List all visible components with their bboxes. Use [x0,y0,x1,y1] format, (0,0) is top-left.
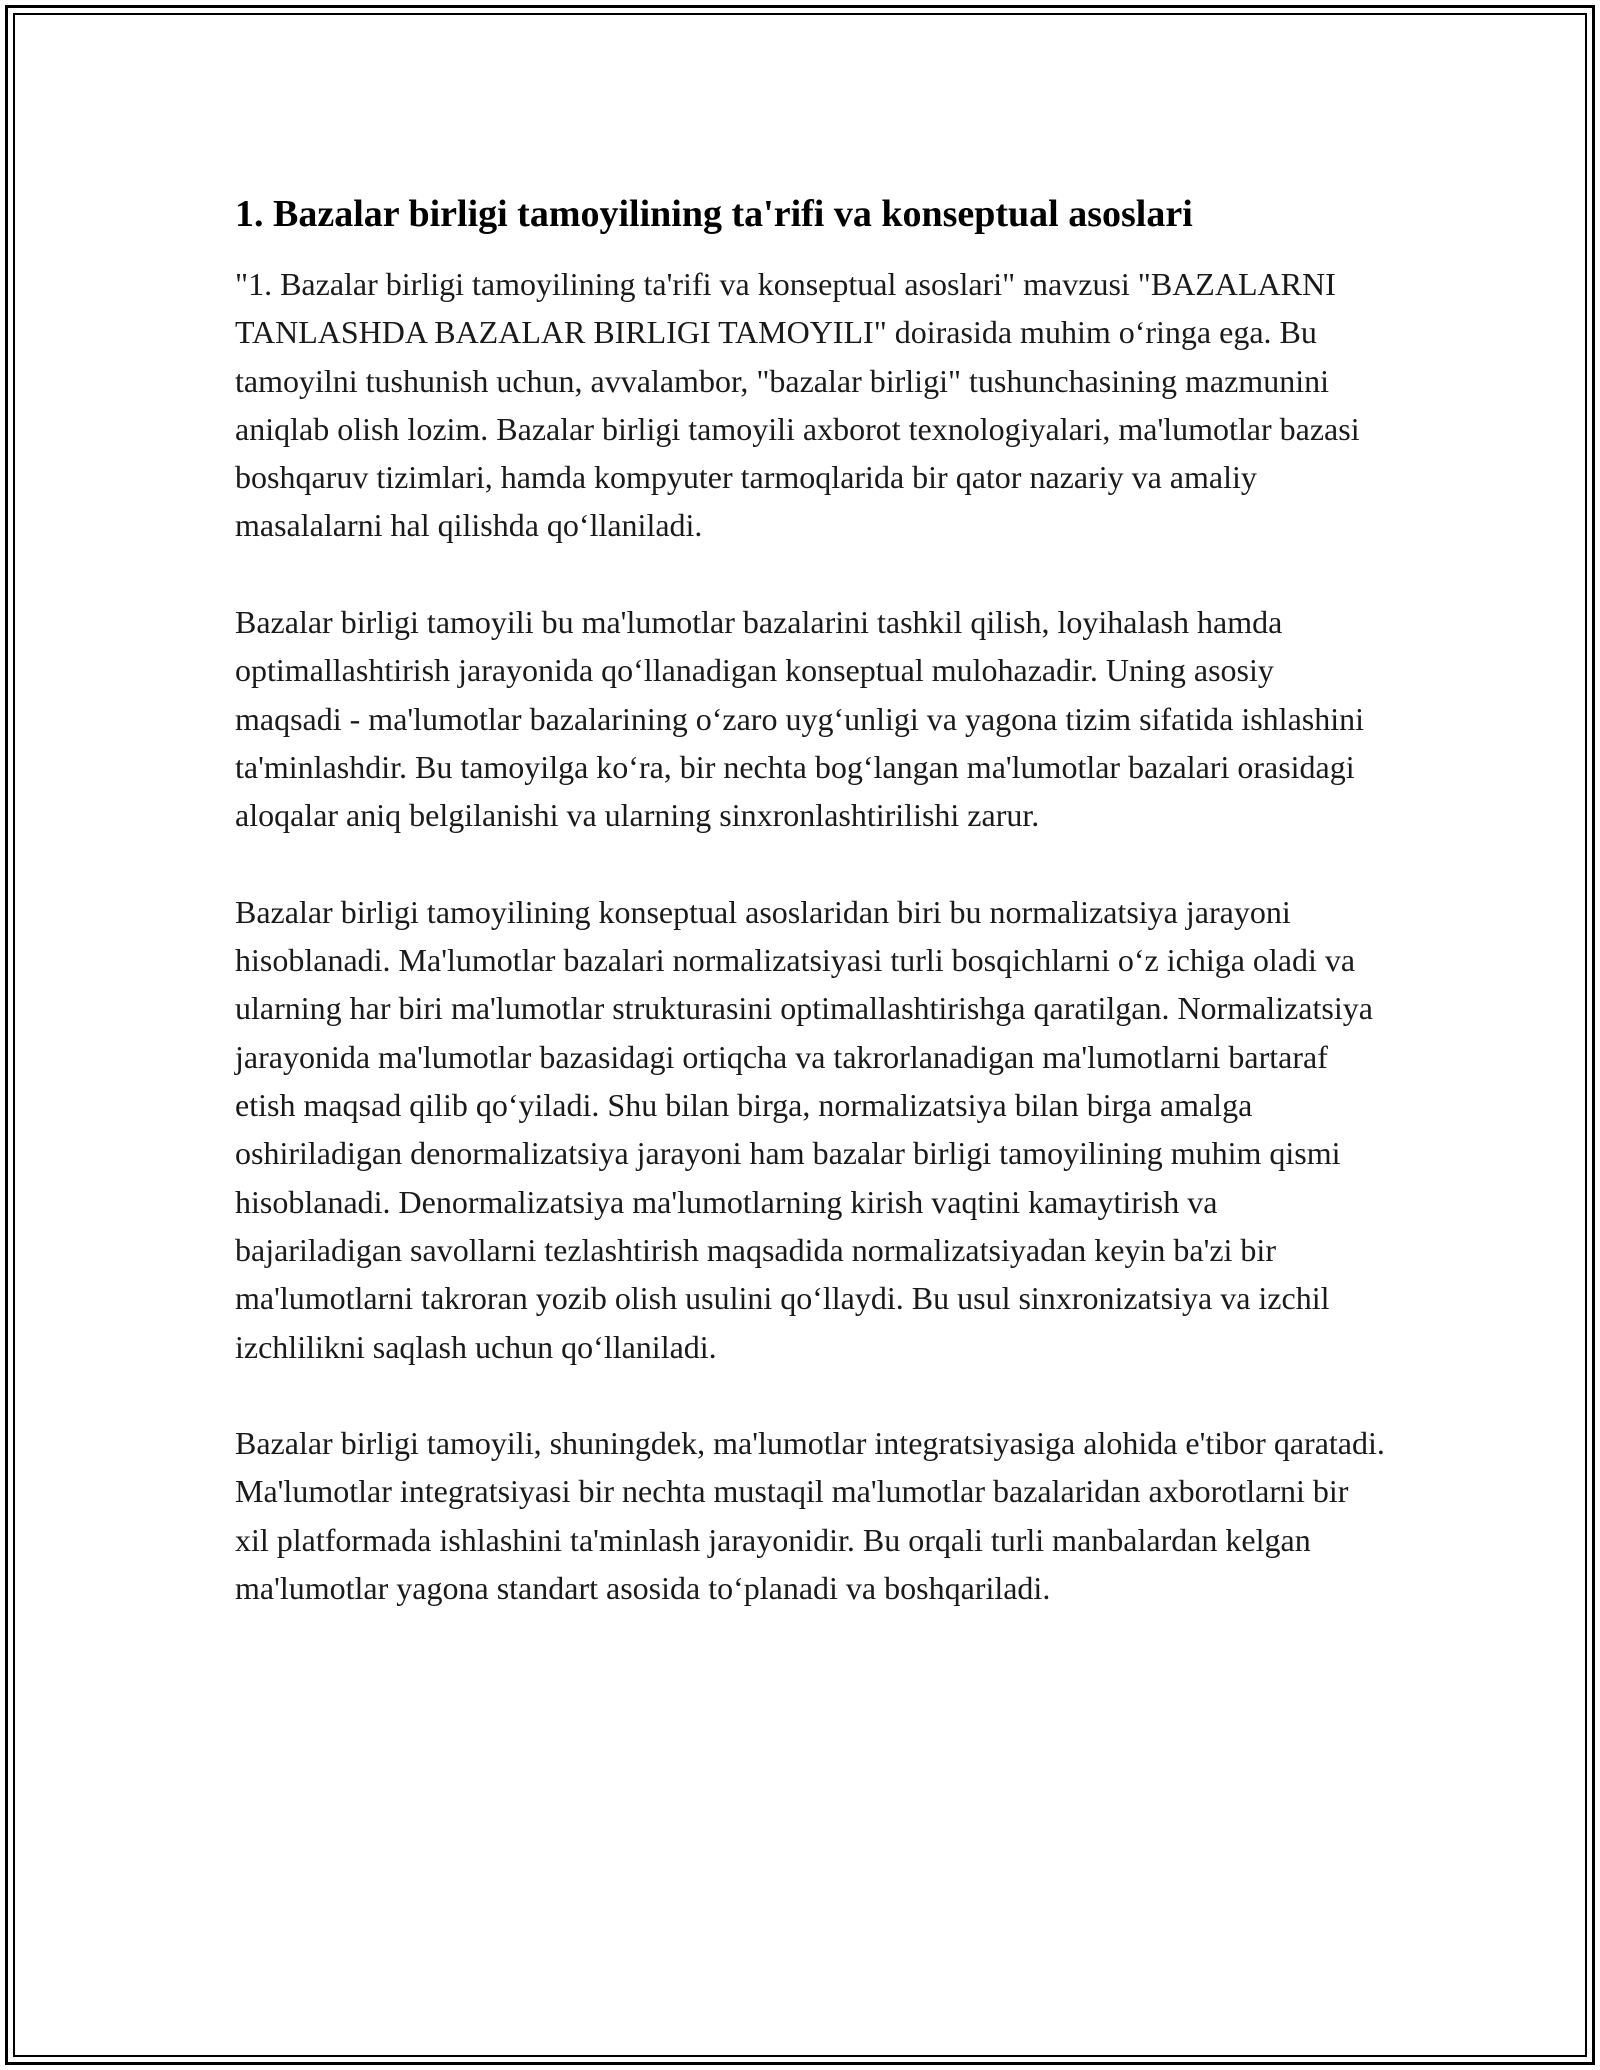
paragraph-3: Bazalar birligi tamoyilining konseptual asoslaridan biri bu normalizatsiya jarayoni hisoblanadi. Ma'lumotlar bazalari normalizatsiyasi turli bosqichlarni oʻz ichiga oladi va ularning har biri ma'lumotlar strukturasini optimallashtirishga qaratilgan. Normalizatsiya jarayonida ma'lumotlar bazasidagi ortiqcha va takrorlanadigan ma'lumotlarni bartaraf etish maqsad qilib qoʻyiladi. Shu bilan birga, normalizatsiya bilan birga amalga oshiriladigan denormalizatsiya jarayoni ham bazalar birligi tamoyilining muhim qismi hisoblanadi. Denormalizatsiya ma'lumotlarning kirish vaqtini kamaytirish va bajariladigan savollarni tezlashtirish maqsadida normalizatsiyadan keyin ba'zi bir ma'lumotlarni takroran yozib olish usulini qoʻllaydi. Bu usul sinxronizatsiya va izchil izchlilikni saqlash uchun qoʻllaniladi. [235,893,1373,1365]
paragraph-2: Bazalar birligi tamoyili bu ma'lumotlar bazalarini tashkil qilish, loyihalash hamda optimallashtirish jarayonida qoʻllanadigan konseptual mulohazadir. Uning asosiy maqsadi - ma'lumotlar bazalarining oʻzaro uygʻunligi va yagona tizim sifatida ishlashini ta'minlashdir. Bu tamoyilga koʻra, bir nechta bogʻlangan ma'lumotlar bazalari orasidagi aloqalar aniq belgilanishi va ularning sinxronlashtirilishi zarur. [235,604,1364,834]
paragraph-1: "1. Bazalar birligi tamoyilining ta'rifi va konseptual asoslari" mavzusi "BAZALARNI TANLASHDA BAZALAR BIRLIGI TAMOYILI" doirasida muhim oʻringa ega. Bu tamoyilni tushunish uchun, avvalambor, "bazalar birligi" tushunchasining mazmunini aniqlab olish lozim. Bazalar birligi tamoyili axborot texnologiyalari, ma'lumotlar bazasi boshqaruv tizimlari, hamda kompyuter tarmoqlarida bir qator nazariy va amaliy masalalarni hal qilishda qoʻllaniladi. [235,266,1360,544]
document-body [235,186,1385,1612]
section-heading: 1. Bazalar birligi tamoyilining ta'rifi va konseptual asoslari [235,193,1193,235]
paragraph-4: Bazalar birligi tamoyili, shuningdek, ma'lumotlar integratsiyasiga alohida e'tibor qaratadi. Ma'lumotlar integratsiyasi bir nechta mustaqil ma'lumotlar bazalaridan axborotlarni bir xil platformada ishlashini ta'minlash jarayonidir. Bu orqali turli manbalardan kelgan ma'lumotlar yagona standart asosida toʻplanadi va boshqariladi. [235,1425,1385,1607]
